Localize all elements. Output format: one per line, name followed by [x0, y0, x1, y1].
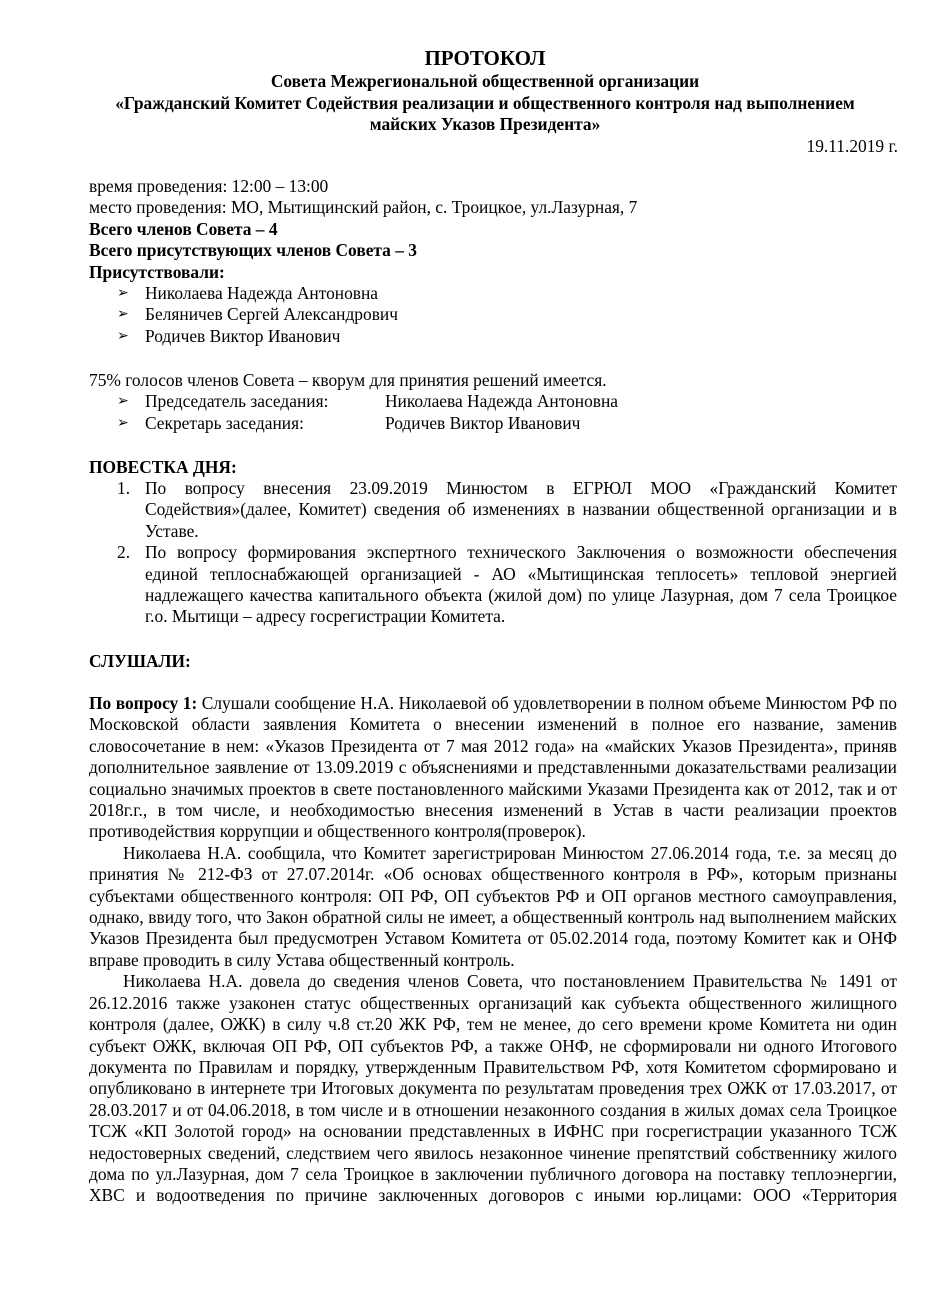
paragraph-2: Николаева Н.А. сообщила, что Комитет зарегистрирован Минюстом 27.06.2014 года, т.е. за месяц до принятия № 212-ФЗ от 27.07.2014г. «Об основах общественного контроля в РФ», которым признаны субъектами общественного контроля: ОП РФ, ОП субъектов РФ и ОП органов местного самоуправления, однако, ввиду того, что Закон обратной силы не имеет, а общественный контроль над выполнением майских Указов Президента был предусмотрен Уставом Комитета от 05.02.2014 года, поэтому Комитет как и ОНФ вправе проводить в силу Устава общественный контроль. [89, 842, 897, 970]
meeting-time: время проведения: 12:00 – 13:00 [89, 176, 329, 196]
document-title: ПРОТОКОЛ [424, 46, 546, 70]
agenda-heading: ПОВЕСТКА ДНЯ: [89, 457, 237, 477]
meeting-info [89, 176, 909, 347]
list-item [89, 478, 897, 542]
organization-line-3: майских Указов Президента» [369, 114, 601, 134]
quorum-section [89, 370, 909, 434]
chair-name: Николаева Надежда Антоновна [385, 391, 619, 412]
list-item [89, 304, 909, 325]
arrow-bullet-icon: ➢ [117, 285, 129, 301]
attendee-name: Николаева Надежда Антоновна [145, 282, 379, 303]
total-members: Всего членов Совета – 4 [89, 218, 278, 239]
list-item [89, 283, 909, 304]
attendee-name: Беляничев Сергей Александрович [145, 304, 398, 325]
heard-heading: СЛУШАЛИ: [89, 651, 191, 671]
arrow-bullet-icon: ➢ [117, 328, 129, 344]
heard-body [89, 693, 897, 1207]
present-members: Всего присутствующих членов Совета – 3 [89, 240, 417, 261]
question-1-label: По вопросу 1: [89, 693, 198, 713]
secretary-name: Родичев Виктор Иванович [385, 412, 581, 433]
paragraph-3: Николаева Н.А. довела до сведения членов Совета, что постановлением Правительства № 1491 от 26.12.2016 также узаконен статус общественных организаций как субъекта общественного жилищного контроля (далее, ОЖК) в силу ч.8 ст.20 ЖК РФ, тем не менее, до сего времени кроме Комитета ни один субъект ОЖК, включая ОП РФ, ОП субъектов РФ, а также ОНФ, не сформировали ни одного Итогового документа по Правилам и порядку, утвержденным Правительством РФ, хотя Комитетом сформировано и опубликовано в интернете три Итоговых документа по результатам проведения трех ОЖК от 17.03.2017, от 28.03.2017 и от 04.06.2018, в том числе и в отношении незаконного создания в жилых домах села Троицкое ТСЖ «КП Золотой город» на основании представленных в ИФНС при госрегистрации указанного ТСЖ недостоверных сведений, следствием чего явилось незаконное чинение препятствий собственнику жилого дома по ул.Лазурная, дом 7 села Троицкое в заключении публичного договора на поставку теплоэнергии, ХВС и водоотведения по причине заключенных договоров с иными юр.лицами: ООО «Территория [89, 971, 897, 1206]
document-date: 19.11.2019 г. [806, 136, 898, 156]
arrow-bullet-icon: ➢ [117, 415, 129, 431]
agenda-list [89, 478, 897, 628]
attendee-list [89, 283, 909, 347]
list-item [89, 413, 909, 434]
agenda-text: По вопросу формирования экспертного технического Заключения о возможности обеспечения единой теплоснабжающей организацией - АО «Мытищинская теплосеть» тепловой энергией надлежащего качества капитального объекта (жилой дом) по улице Лазурная, дом 7 села Троицкое г.о. Мытищи – адресу госрегистрации Комитета. [145, 542, 897, 627]
agenda-text: По вопросу внесения 23.09.2019 Минюстом в ЕГРЮЛ МОО «Гражданский Комитет Содействия»(далее, Комитет) сведения об изменениях в названии общественной организации и в Уставе. [145, 478, 897, 541]
list-item [89, 542, 897, 628]
roles-list [89, 391, 909, 434]
present-label: Присутствовали: [89, 261, 225, 282]
arrow-bullet-icon: ➢ [117, 307, 129, 323]
agenda-number: 1. [117, 478, 131, 498]
agenda-number: 2. [117, 542, 131, 563]
question-1-text: Слушали сообщение Н.А. Николаевой об удовлетворении в полном объеме Минюстом РФ по Московской области заявления Комитета о внесении изменений в полное его название, заменив словосочетание в нем: «Указов Президента от 7 мая 2012 года» на «майских Указов Президента», приняв дополнительное заявление от 13.09.2019 с объяснениями и представленными доказательствами реализации социально значимых проектов в свете постановленного майскими Указами Президента как от 2012, так и от 2018г.г., в том числе, и необходимостью внесения изменений в Устав в части реализации проектов противодействия коррупции и общественного контроля(проверок). [89, 693, 897, 842]
list-item [89, 391, 909, 412]
organization-line-1: Совета Межрегиональной общественной организации [270, 71, 700, 91]
attendee-name: Родичев Виктор Иванович [145, 325, 341, 346]
secretary-label: Секретарь заседания: [145, 412, 304, 433]
arrow-bullet-icon: ➢ [117, 394, 129, 410]
organization-line-2: «Гражданский Комитет Содействия реализации и общественного контроля над выполнением [115, 93, 855, 113]
list-item [89, 326, 909, 347]
meeting-place: место проведения: МО, Мытищинский район, с. Троицкое, ул.Лазурная, 7 [89, 197, 638, 218]
quorum-text: 75% голосов членов Совета – кворум для принятия решений имеется. [89, 370, 607, 390]
chair-label: Председатель заседания: [145, 391, 329, 412]
question-1-paragraph [89, 693, 897, 843]
